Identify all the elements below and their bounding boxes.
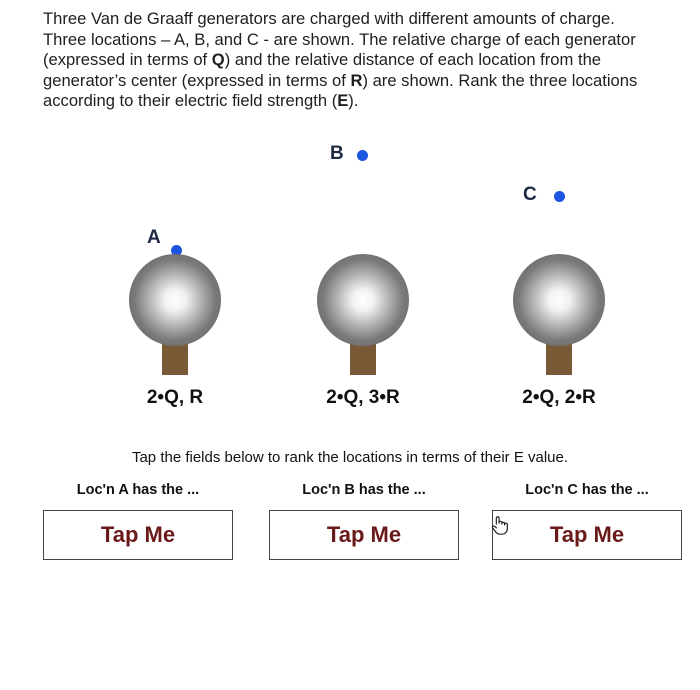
question-line-4: generator’s center (expressed in terms of R) are shown. Rank the three locations xyxy=(43,70,638,90)
question-line-3: (expressed in terms of Q) and the relative distance of each location from the xyxy=(43,50,602,70)
field-c-label: Loc'n C has the ... xyxy=(525,482,649,498)
instruction-text: Tap the fields below to rank the locations in terms of their E value. xyxy=(131,449,569,466)
question-line-2: Three locations – A, B, and C - are shown. The relative charge of each generator xyxy=(43,29,636,49)
generator-3-label: 2•Q, 2•R xyxy=(522,387,596,408)
location-b-label: B xyxy=(330,143,345,164)
tap-me-c-button[interactable]: Tap Me xyxy=(492,510,682,560)
generator-3-sphere xyxy=(513,254,605,346)
generator-2-label: 2•Q, 3•R xyxy=(326,387,400,408)
tap-me-b-button[interactable]: Tap Me xyxy=(269,510,459,560)
generator-2-sphere xyxy=(317,254,409,346)
generators-diagram xyxy=(0,130,700,430)
location-c-dot xyxy=(554,191,565,202)
generator-1-label: 2•Q, R xyxy=(146,387,204,408)
location-b-dot xyxy=(357,150,368,161)
generator-1-stand xyxy=(162,342,188,375)
question-line-1: Three Van de Graaff generators are charged with different amounts of charge. xyxy=(43,9,615,28)
field-a-label: Loc'n A has the ... xyxy=(76,482,200,498)
generator-2-stand xyxy=(350,342,376,375)
question-line-5: according to their electric field strength (E). xyxy=(43,91,359,111)
question-text xyxy=(43,9,683,112)
hand-pointer-icon xyxy=(489,514,511,536)
generator-3-stand xyxy=(546,342,572,375)
location-c-label: C xyxy=(523,184,538,205)
location-a-label: A xyxy=(147,227,162,248)
generator-1-sphere xyxy=(129,254,221,346)
tap-me-a-button[interactable]: Tap Me xyxy=(43,510,233,560)
field-b-label: Loc'n B has the ... xyxy=(302,482,426,498)
